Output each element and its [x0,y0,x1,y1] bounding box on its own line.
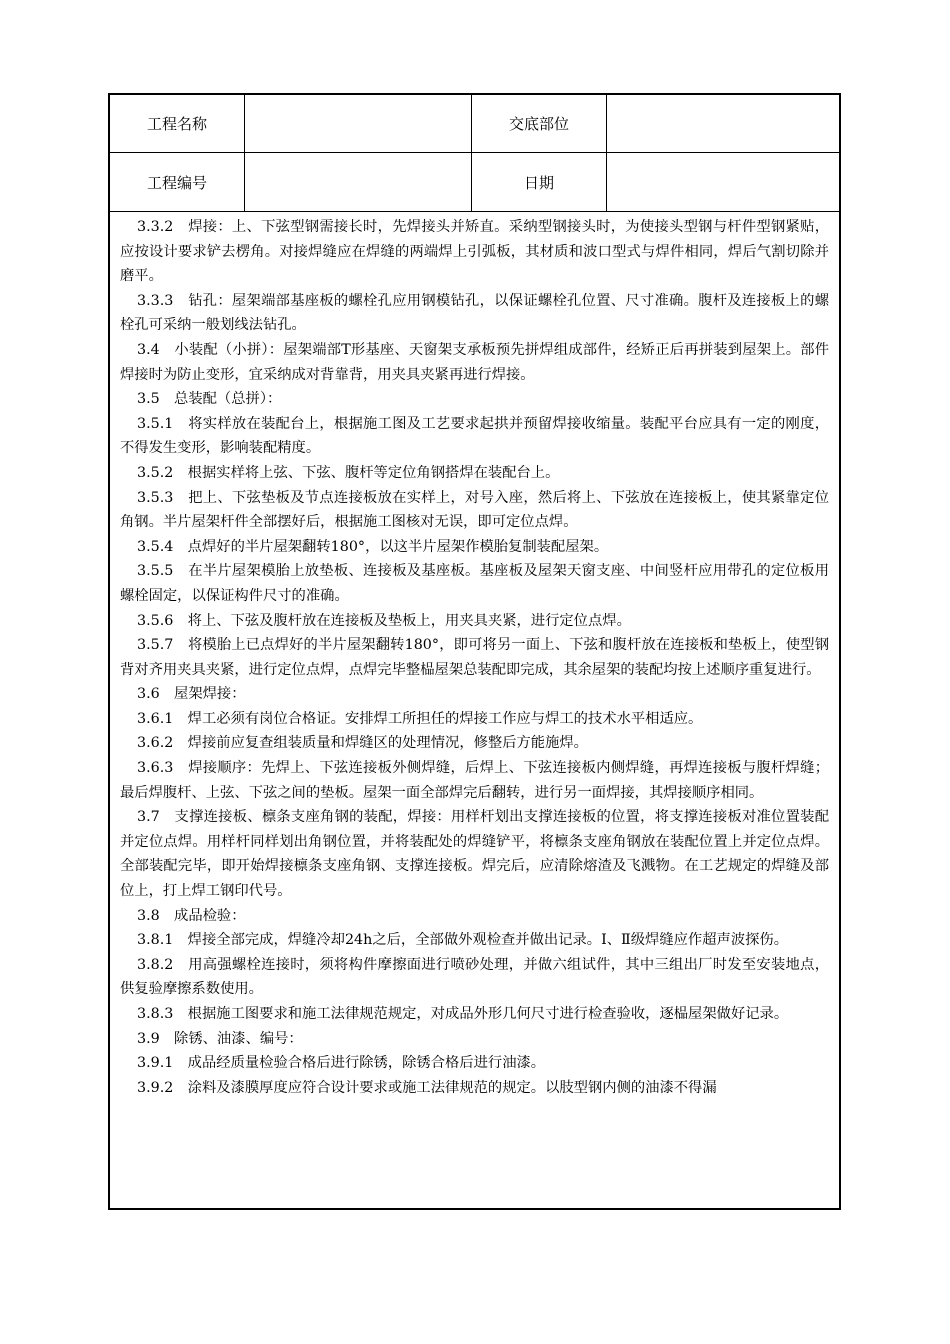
paragraph: 3.8.2 用高强螺栓连接时，须将构件摩擦面进行喷砂处理，并做六组试件，其中三组出厂时发至安装地点，供复验摩擦系数使用。 [120,956,829,998]
paragraph: 3.6 屋架焊接： [137,686,246,703]
date-label: 日期 [472,153,607,211]
paragraph: 3.6.3 焊接顺序：先焊上、下弦连接板外侧焊缝，后焊上、下弦连接板内侧焊缝，再焊连接板与腹杆焊缝；最后焊腹杆、上弦、下弦之间的垫板。屋架一面全部焊完后翻转，进行另一面焊接，其焊接顺序相同。 [120,760,829,801]
part-value [607,95,839,152]
paragraph: 3.5.7 将模胎上已点焊好的半片屋架翻转180°，即可将另一面上、下弦和腹杆放在连接板和垫板上，使型钢背对齐用夹具夹紧，进行定位点焊，点焊完毕整榀屋架总装配即完成，其余屋架的装配均按上述顺序重复进行。 [120,637,829,678]
project-no-value [245,153,472,211]
paragraph: 3.5.5 在半片屋架模胎上放垫板、连接板及基座板。基座板及屋架天窗支座、中间竖杆应用带孔的定位板用螺栓固定，以保证构件尺寸的准确。 [120,563,829,604]
header-row-1 [110,95,839,153]
paragraph: 3.9.1 成品经质量检验合格后进行除锈，除锈合格后进行油漆。 [137,1055,546,1072]
header-row-2 [110,153,839,212]
paragraph: 3.5.4 点焊好的半片屋架翻转180°，以这半片屋架作模胎复制装配屋架。 [137,538,609,555]
paragraph: 3.5.1 将实样放在装配台上，根据施工图及工艺要求起拱并预留焊接收缩量。装配平台应具有一定的刚度，不得发生变形，影响装配精度。 [120,415,829,457]
paragraph: 3.5.3 把上、下弦垫板及节点连接板放在实样上，对号入座，然后将上、下弦放在连接板上，使其紧靠定位角钢。半片屋架杆件全部摆好后，根据施工图核对无误，即可定位点焊。 [120,489,829,531]
date-value [607,153,839,211]
paragraph: 3.3.3 钻孔：屋架端部基座板的螺栓孔应用钢模钻孔，以保证螺栓孔位置、尺寸准确。腹杆及连接板上的螺栓孔可采纳一般划线法钻孔。 [120,292,829,334]
content-body [110,212,839,1100]
paragraph: 3.6.1 焊工必须有岗位合格证。安排焊工所担任的焊接工作应与焊工的技术水平相适应。 [137,710,703,727]
project-no-label: 工程编号 [110,153,245,211]
paragraph: 3.8 成品检验： [137,907,246,924]
paragraph: 3.9.2 涂料及漆膜厚度应符合设计要求或施工法律规范的规定。以肢型钢内侧的油漆不得漏 [137,1079,717,1096]
paragraph: 3.4 小装配（小拼）：屋架端部T形基座、天窗架支承板预先拼焊组成部件，经矫正后再拼装到屋架上。部件焊接时为防止变形，宜采纳成对背靠背，用夹具夹紧再进行焊接。 [120,341,829,383]
paragraph: 3.7 支撑连接板、檩条支座角钢的装配，焊接：用样杆划出支撑连接板的位置，将支撑连接板对准位置装配并定位点焊。用样杆同样划出角钢位置，并将装配处的焊缝铲平，将檩条支座角钢放在装配位置上并定位点焊。全部装配完毕，即开始焊接檩条支座角钢、支撑连接板。焊完后，应清除熔渣及飞溅物。在工艺规定的焊缝及部位上，打上焊工钢印代号。 [120,809,829,900]
paragraph: 3.5.2 根据实样将上弦、下弦、腹杆等定位角钢搭焊在装配台上。 [137,464,560,481]
project-name-value [245,95,472,152]
part-label: 交底部位 [472,95,607,152]
paragraph: 3.5.6 将上、下弦及腹杆放在连接板及垫板上，用夹具夹紧，进行定位点焊。 [137,612,631,629]
paragraph: 3.3.2 焊接：上、下弦型钢需接长时，先焊接头并矫直。采纳型钢接头时，为使接头型钢与杆件型钢紧贴，应按设计要求铲去楞角。对接焊缝应在焊缝的两端焊上引弧板，其材质和波口型式与焊件相同，焊后气割切除并磨平。 [120,219,829,285]
paragraph: 3.6.2 焊接前应复查组装质量和焊缝区的处理情况，修整后方能施焊。 [137,735,588,752]
paragraph: 3.8.1 焊接全部完成，焊缝冷却24h之后，全部做外观检查并做出记录。Ⅰ、Ⅱ级焊缝应作超声波探伤。 [137,932,789,949]
paragraph: 3.9 除锈、油漆、编号： [137,1030,303,1047]
project-name-label: 工程名称 [110,95,245,152]
paragraph: 3.5 总装配（总拼）： [137,391,282,408]
disclosure-form [108,93,841,1210]
paragraph: 3.8.3 根据施工图要求和施工法律规范规定，对成品外形几何尺寸进行检查验收，逐榀屋架做好记录。 [137,1006,789,1022]
